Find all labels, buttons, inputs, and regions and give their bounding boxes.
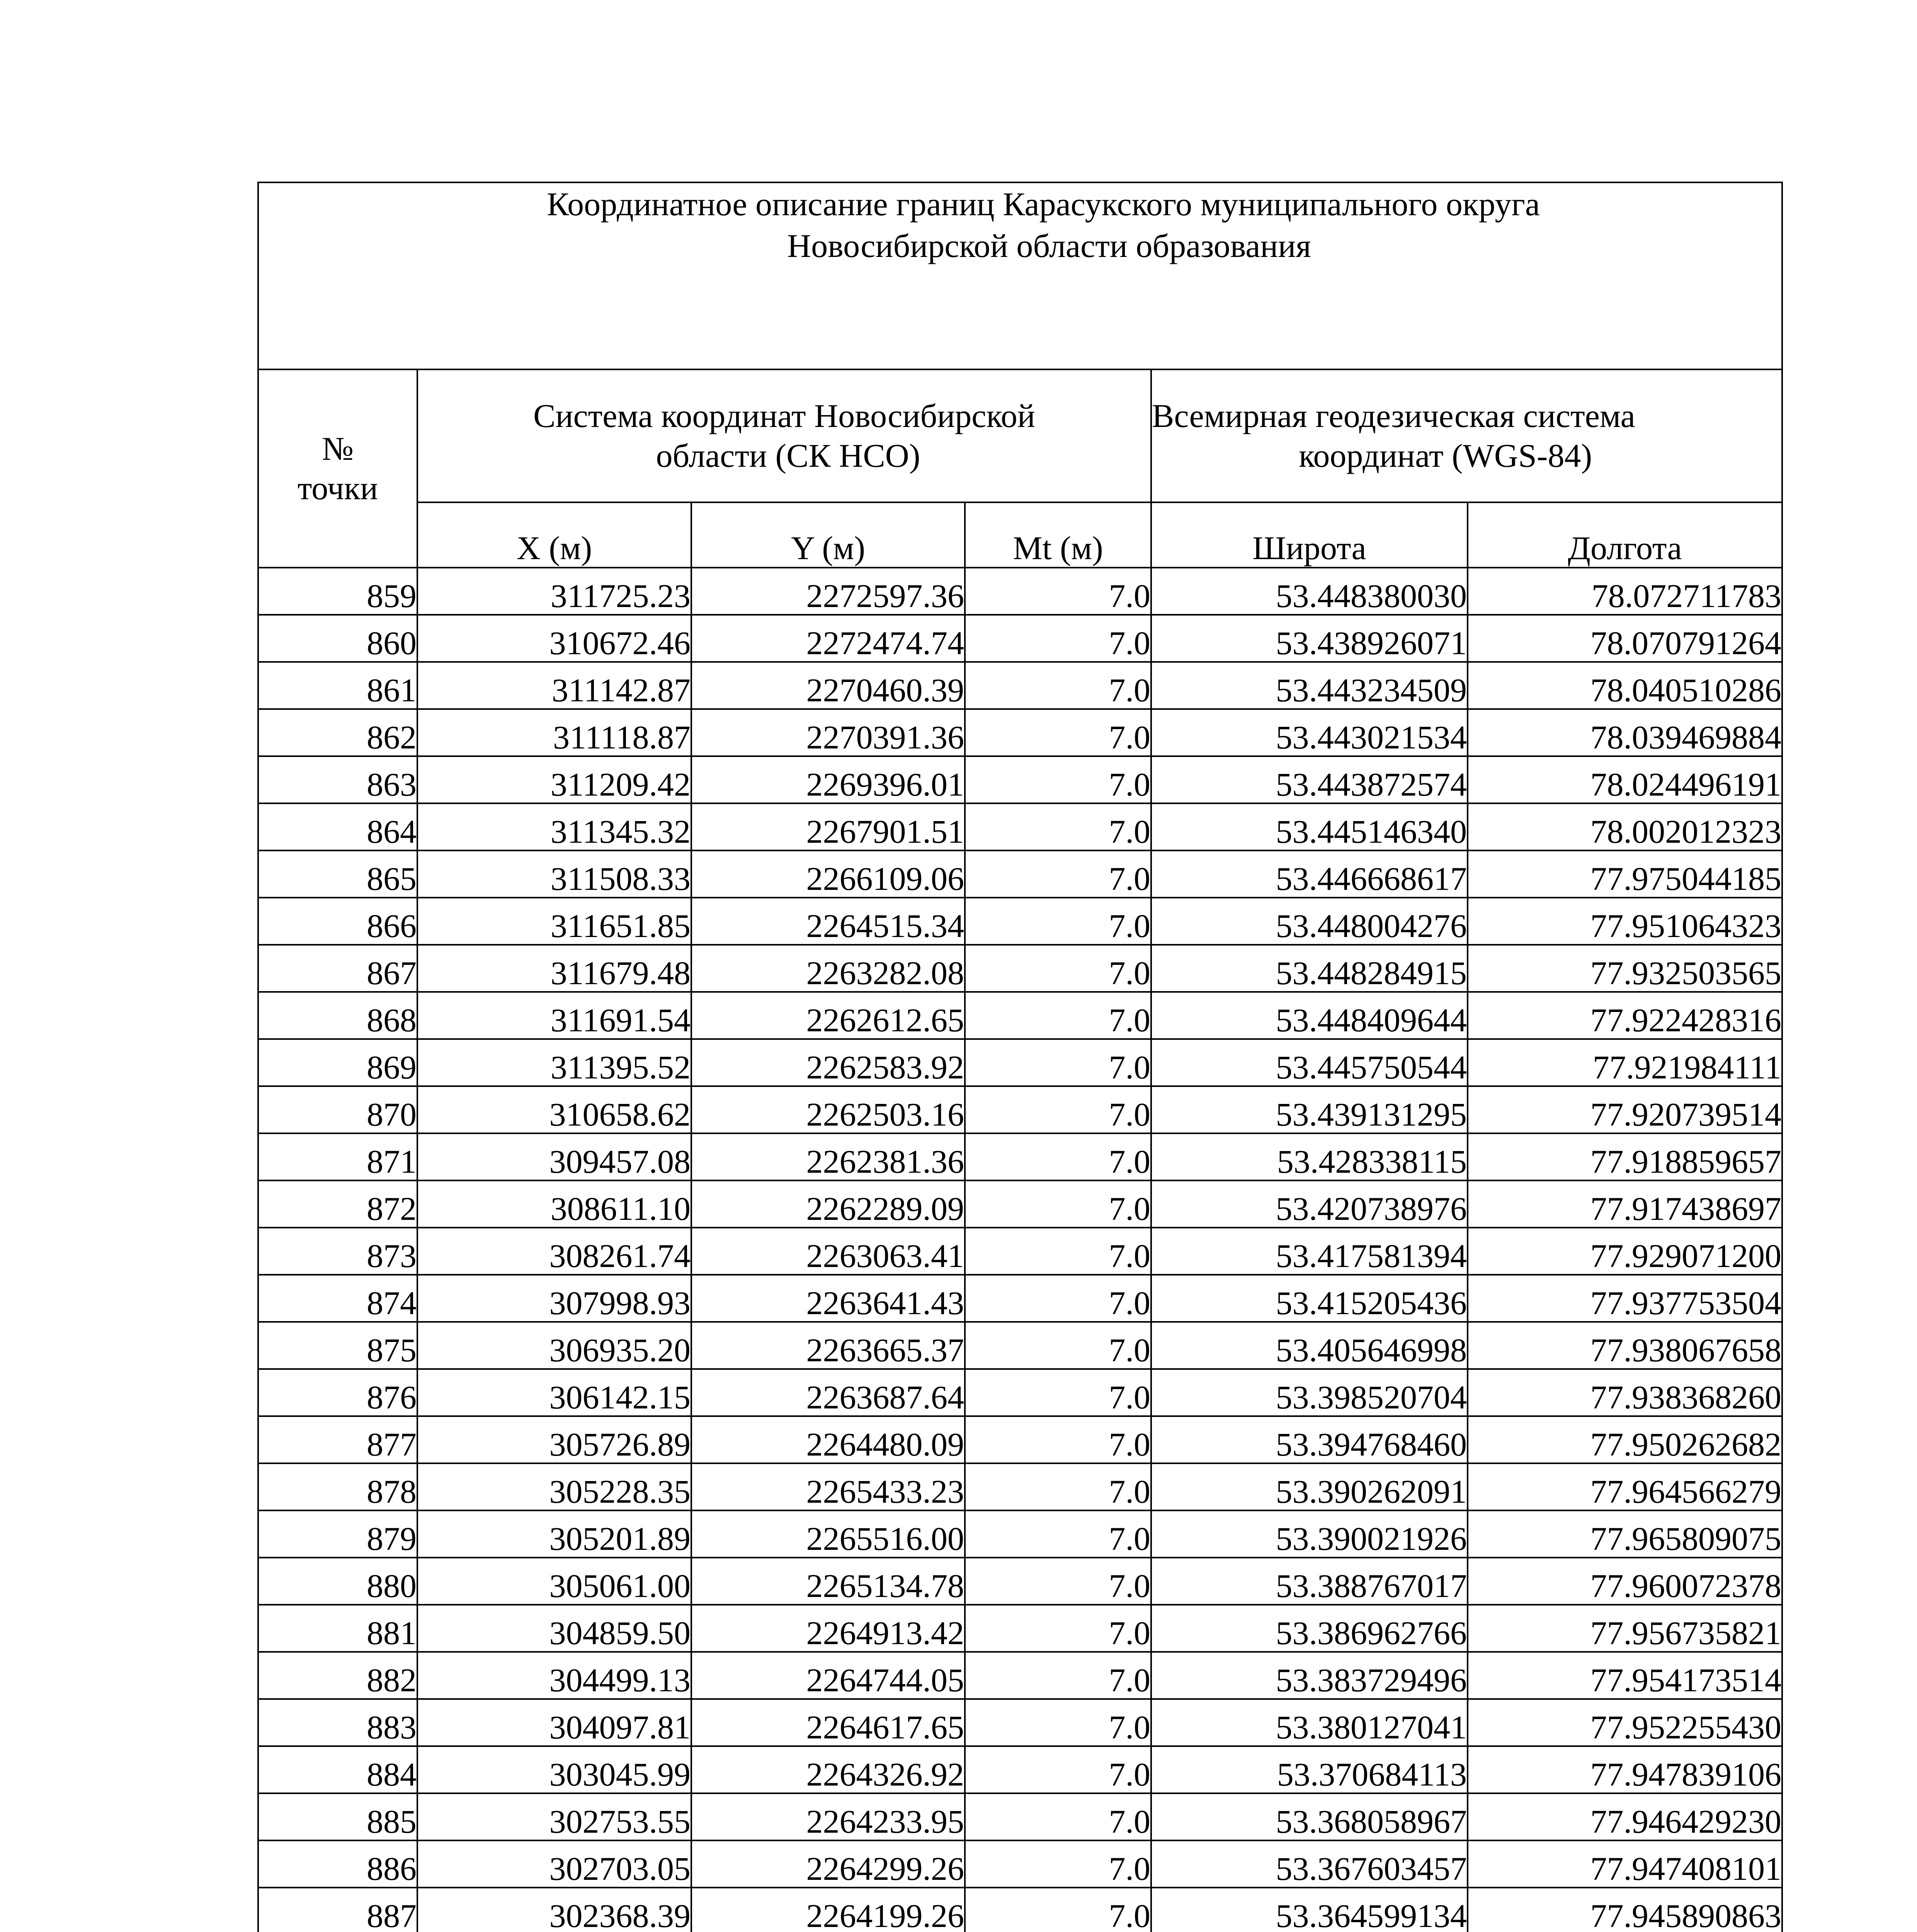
x-cell: 310672.46 xyxy=(417,615,691,662)
point-number-cell: 885 xyxy=(258,1793,417,1840)
latitude-cell: 53.398520704 xyxy=(1151,1369,1468,1416)
mt-cell: 7.0 xyxy=(965,1228,1151,1275)
longitude-cell: 77.952255430 xyxy=(1468,1699,1782,1746)
col-x-header: X (м) xyxy=(417,502,691,568)
x-cell: 311508.33 xyxy=(417,850,691,898)
x-cell: 311345.32 xyxy=(417,803,691,850)
x-cell: 305201.89 xyxy=(417,1510,691,1558)
point-number-cell: 872 xyxy=(258,1180,417,1228)
x-cell: 311118.87 xyxy=(417,709,691,756)
mt-cell: 7.0 xyxy=(965,1416,1151,1463)
x-cell: 302753.55 xyxy=(417,1793,691,1840)
mt-cell: 7.0 xyxy=(965,568,1151,615)
mt-cell: 7.0 xyxy=(965,709,1151,756)
y-cell: 2264617.65 xyxy=(691,1699,965,1746)
y-cell: 2263282.08 xyxy=(691,945,965,992)
point-number-cell: 877 xyxy=(258,1416,417,1463)
latitude-cell: 53.370684113 xyxy=(1151,1746,1468,1793)
x-cell: 304859.50 xyxy=(417,1605,691,1652)
mt-cell: 7.0 xyxy=(965,1746,1151,1793)
point-number-cell: 874 xyxy=(258,1275,417,1322)
point-number-cell: 883 xyxy=(258,1699,417,1746)
longitude-cell: 77.964566279 xyxy=(1468,1463,1782,1510)
wgs84-line-2: координат (WGS-84) xyxy=(1299,437,1592,474)
latitude-cell: 53.415205436 xyxy=(1151,1275,1468,1322)
y-cell: 2264299.26 xyxy=(691,1840,965,1888)
point-number-cell: 880 xyxy=(258,1558,417,1605)
longitude-cell: 77.947408101 xyxy=(1468,1840,1782,1888)
y-cell: 2265433.23 xyxy=(691,1463,965,1510)
y-cell: 2262583.92 xyxy=(691,1039,965,1086)
y-cell: 2272474.74 xyxy=(691,615,965,662)
latitude-cell: 53.445146340 xyxy=(1151,803,1468,850)
x-cell: 303045.99 xyxy=(417,1746,691,1793)
latitude-cell: 53.420738976 xyxy=(1151,1180,1468,1228)
point-number-cell: 863 xyxy=(258,756,417,803)
table-row xyxy=(258,1416,1782,1463)
mt-cell: 7.0 xyxy=(965,1039,1151,1086)
x-cell: 311142.87 xyxy=(417,662,691,709)
table-row xyxy=(258,1558,1782,1605)
longitude-cell: 77.932503565 xyxy=(1468,945,1782,992)
sk-nso-group-header xyxy=(417,369,1151,502)
y-cell: 2265134.78 xyxy=(691,1558,965,1605)
x-cell: 309457.08 xyxy=(417,1133,691,1180)
latitude-cell: 53.439131295 xyxy=(1151,1086,1468,1133)
y-cell: 2264913.42 xyxy=(691,1605,965,1652)
sk-nso-line-2: области (СК НСО) xyxy=(656,437,920,474)
mt-cell: 7.0 xyxy=(965,1793,1151,1840)
x-cell: 308261.74 xyxy=(417,1228,691,1275)
point-number-cell: 878 xyxy=(258,1463,417,1510)
point-number-symbol: № xyxy=(321,430,354,468)
point-number-cell: 871 xyxy=(258,1133,417,1180)
x-cell: 311725.23 xyxy=(417,568,691,615)
mt-cell: 7.0 xyxy=(965,1888,1151,1932)
latitude-cell: 53.445750544 xyxy=(1151,1039,1468,1086)
table-row xyxy=(258,803,1782,850)
latitude-cell: 53.443021534 xyxy=(1151,709,1468,756)
mt-cell: 7.0 xyxy=(965,1086,1151,1133)
point-number-cell: 867 xyxy=(258,945,417,992)
point-number-cell: 886 xyxy=(258,1840,417,1888)
y-cell: 2263687.64 xyxy=(691,1369,965,1416)
longitude-cell: 77.918859657 xyxy=(1468,1133,1782,1180)
latitude-cell: 53.383729496 xyxy=(1151,1652,1468,1699)
longitude-cell: 77.954173514 xyxy=(1468,1652,1782,1699)
y-cell: 2263641.43 xyxy=(691,1275,965,1322)
table-row xyxy=(258,1275,1782,1322)
longitude-cell: 78.070791264 xyxy=(1468,615,1782,662)
y-cell: 2262289.09 xyxy=(691,1180,965,1228)
table-row xyxy=(258,1133,1782,1180)
mt-cell: 7.0 xyxy=(965,803,1151,850)
y-cell: 2264326.92 xyxy=(691,1746,965,1793)
coordinates-table xyxy=(257,182,1783,1932)
latitude-cell: 53.390262091 xyxy=(1151,1463,1468,1510)
table-row xyxy=(258,1699,1782,1746)
table-row xyxy=(258,992,1782,1039)
latitude-cell: 53.448284915 xyxy=(1151,945,1468,992)
y-cell: 2270391.36 xyxy=(691,709,965,756)
latitude-cell: 53.364599134 xyxy=(1151,1888,1468,1932)
point-number-cell: 859 xyxy=(258,568,417,615)
mt-cell: 7.0 xyxy=(965,662,1151,709)
mt-cell: 7.0 xyxy=(965,615,1151,662)
latitude-cell: 53.386962766 xyxy=(1151,1605,1468,1652)
table-row xyxy=(258,898,1782,945)
longitude-cell: 77.951064323 xyxy=(1468,898,1782,945)
longitude-cell: 77.946429230 xyxy=(1468,1793,1782,1840)
y-cell: 2264744.05 xyxy=(691,1652,965,1699)
document-title xyxy=(258,182,1782,369)
col-y-header: Y (м) xyxy=(691,502,965,568)
table-row xyxy=(258,1039,1782,1086)
mt-cell: 7.0 xyxy=(965,1369,1151,1416)
point-number-cell: 866 xyxy=(258,898,417,945)
latitude-cell: 53.388767017 xyxy=(1151,1558,1468,1605)
longitude-cell: 77.937753504 xyxy=(1468,1275,1782,1322)
longitude-cell: 77.960072378 xyxy=(1468,1558,1782,1605)
y-cell: 2262612.65 xyxy=(691,992,965,1039)
x-cell: 305061.00 xyxy=(417,1558,691,1605)
mt-cell: 7.0 xyxy=(965,1322,1151,1369)
wgs84-group-header xyxy=(1151,369,1782,502)
latitude-cell: 53.380127041 xyxy=(1151,1699,1468,1746)
latitude-cell: 53.368058967 xyxy=(1151,1793,1468,1840)
table-row xyxy=(258,1888,1782,1932)
latitude-cell: 53.405646998 xyxy=(1151,1322,1468,1369)
x-cell: 304499.13 xyxy=(417,1652,691,1699)
longitude-cell: 77.938067658 xyxy=(1468,1322,1782,1369)
table-row xyxy=(258,662,1782,709)
table-row xyxy=(258,1228,1782,1275)
table-row xyxy=(258,1180,1782,1228)
table-body xyxy=(258,568,1782,1932)
x-cell: 310658.62 xyxy=(417,1086,691,1133)
col-latitude-header: Широта xyxy=(1151,502,1468,568)
mt-cell: 7.0 xyxy=(965,1275,1151,1322)
y-cell: 2263063.41 xyxy=(691,1228,965,1275)
x-cell: 311395.52 xyxy=(417,1039,691,1086)
longitude-cell: 77.922428316 xyxy=(1468,992,1782,1039)
y-cell: 2262503.16 xyxy=(691,1086,965,1133)
latitude-cell: 53.367603457 xyxy=(1151,1840,1468,1888)
x-cell: 311651.85 xyxy=(417,898,691,945)
point-number-header xyxy=(258,369,417,568)
mt-cell: 7.0 xyxy=(965,898,1151,945)
title-line-1: Координатное описание границ Карасукского муниципального округа xyxy=(547,185,1540,223)
longitude-cell: 77.920739514 xyxy=(1468,1086,1782,1133)
mt-cell: 7.0 xyxy=(965,1558,1151,1605)
longitude-cell: 77.947839106 xyxy=(1468,1746,1782,1793)
point-number-cell: 864 xyxy=(258,803,417,850)
latitude-cell: 53.428338115 xyxy=(1151,1133,1468,1180)
point-number-cell: 884 xyxy=(258,1746,417,1793)
x-cell: 302703.05 xyxy=(417,1840,691,1888)
table-row xyxy=(258,709,1782,756)
point-number-cell: 860 xyxy=(258,615,417,662)
latitude-cell: 53.390021926 xyxy=(1151,1510,1468,1558)
longitude-cell: 77.956735821 xyxy=(1468,1605,1782,1652)
table-row xyxy=(258,756,1782,803)
point-number-cell: 887 xyxy=(258,1888,417,1932)
x-cell: 306935.20 xyxy=(417,1322,691,1369)
x-cell: 306142.15 xyxy=(417,1369,691,1416)
mt-cell: 7.0 xyxy=(965,1840,1151,1888)
longitude-cell: 78.024496191 xyxy=(1468,756,1782,803)
table-row xyxy=(258,945,1782,992)
table-row xyxy=(258,850,1782,898)
table-row xyxy=(258,1652,1782,1699)
y-cell: 2264480.09 xyxy=(691,1416,965,1463)
latitude-cell: 53.443234509 xyxy=(1151,662,1468,709)
table-row xyxy=(258,1793,1782,1840)
table-row xyxy=(258,1840,1782,1888)
mt-cell: 7.0 xyxy=(965,1133,1151,1180)
table-row xyxy=(258,1510,1782,1558)
y-cell: 2263665.37 xyxy=(691,1322,965,1369)
y-cell: 2269396.01 xyxy=(691,756,965,803)
table-row xyxy=(258,568,1782,615)
x-cell: 307998.93 xyxy=(417,1275,691,1322)
latitude-cell: 53.448380030 xyxy=(1151,568,1468,615)
point-number-cell: 882 xyxy=(258,1652,417,1699)
group-header-row xyxy=(258,369,1782,502)
point-number-cell: 876 xyxy=(258,1369,417,1416)
x-cell: 304097.81 xyxy=(417,1699,691,1746)
mt-cell: 7.0 xyxy=(965,756,1151,803)
mt-cell: 7.0 xyxy=(965,1605,1151,1652)
x-cell: 311691.54 xyxy=(417,992,691,1039)
point-number-cell: 881 xyxy=(258,1605,417,1652)
y-cell: 2264515.34 xyxy=(691,898,965,945)
point-number-cell: 861 xyxy=(258,662,417,709)
y-cell: 2265516.00 xyxy=(691,1510,965,1558)
longitude-cell: 78.002012323 xyxy=(1468,803,1782,850)
longitude-cell: 77.975044185 xyxy=(1468,850,1782,898)
latitude-cell: 53.443872574 xyxy=(1151,756,1468,803)
col-mt-header: Mt (м) xyxy=(965,502,1151,568)
mt-cell: 7.0 xyxy=(965,1463,1151,1510)
mt-cell: 7.0 xyxy=(965,1180,1151,1228)
mt-cell: 7.0 xyxy=(965,945,1151,992)
longitude-cell: 77.921984111 xyxy=(1468,1039,1782,1086)
title-row xyxy=(258,182,1782,369)
table-row xyxy=(258,1322,1782,1369)
latitude-cell: 53.448409644 xyxy=(1151,992,1468,1039)
mt-cell: 7.0 xyxy=(965,1510,1151,1558)
table-row xyxy=(258,1605,1782,1652)
point-number-word: точки xyxy=(297,469,378,507)
y-cell: 2262381.36 xyxy=(691,1133,965,1180)
point-number-cell: 865 xyxy=(258,850,417,898)
mt-cell: 7.0 xyxy=(965,1652,1151,1699)
latitude-cell: 53.448004276 xyxy=(1151,898,1468,945)
longitude-cell: 78.040510286 xyxy=(1468,662,1782,709)
column-header-row xyxy=(258,502,1782,568)
x-cell: 302368.39 xyxy=(417,1888,691,1932)
table-row xyxy=(258,1369,1782,1416)
point-number-cell: 873 xyxy=(258,1228,417,1275)
table-row xyxy=(258,615,1782,662)
longitude-cell: 78.039469884 xyxy=(1468,709,1782,756)
x-cell: 305228.35 xyxy=(417,1463,691,1510)
mt-cell: 7.0 xyxy=(965,992,1151,1039)
x-cell: 311679.48 xyxy=(417,945,691,992)
x-cell: 308611.10 xyxy=(417,1180,691,1228)
longitude-cell: 78.072711783 xyxy=(1468,568,1782,615)
point-number-cell: 862 xyxy=(258,709,417,756)
mt-cell: 7.0 xyxy=(965,850,1151,898)
latitude-cell: 53.446668617 xyxy=(1151,850,1468,898)
longitude-cell: 77.950262682 xyxy=(1468,1416,1782,1463)
sk-nso-line-1: Система координат Новосибирской xyxy=(533,397,1035,434)
point-number-cell: 879 xyxy=(258,1510,417,1558)
latitude-cell: 53.438926071 xyxy=(1151,615,1468,662)
longitude-cell: 77.945890863 xyxy=(1468,1888,1782,1932)
point-number-cell: 868 xyxy=(258,992,417,1039)
longitude-cell: 77.965809075 xyxy=(1468,1510,1782,1558)
y-cell: 2264233.95 xyxy=(691,1793,965,1840)
x-cell: 311209.42 xyxy=(417,756,691,803)
point-number-cell: 875 xyxy=(258,1322,417,1369)
table-row xyxy=(258,1463,1782,1510)
title-line-2: Новосибирской области образования xyxy=(787,227,1311,265)
y-cell: 2272597.36 xyxy=(691,568,965,615)
longitude-cell: 77.917438697 xyxy=(1468,1180,1782,1228)
longitude-cell: 77.938368260 xyxy=(1468,1369,1782,1416)
y-cell: 2270460.39 xyxy=(691,662,965,709)
latitude-cell: 53.394768460 xyxy=(1151,1416,1468,1463)
table-row xyxy=(258,1086,1782,1133)
latitude-cell: 53.417581394 xyxy=(1151,1228,1468,1275)
table-row xyxy=(258,1746,1782,1793)
wgs84-line-1: Всемирная геодезическая система xyxy=(1152,397,1635,434)
col-longitude-header: Долгота xyxy=(1468,502,1782,568)
mt-cell: 7.0 xyxy=(965,1699,1151,1746)
point-number-cell: 869 xyxy=(258,1039,417,1086)
point-number-cell: 870 xyxy=(258,1086,417,1133)
y-cell: 2266109.06 xyxy=(691,850,965,898)
longitude-cell: 77.929071200 xyxy=(1468,1228,1782,1275)
y-cell: 2267901.51 xyxy=(691,803,965,850)
y-cell: 2264199.26 xyxy=(691,1888,965,1932)
x-cell: 305726.89 xyxy=(417,1416,691,1463)
